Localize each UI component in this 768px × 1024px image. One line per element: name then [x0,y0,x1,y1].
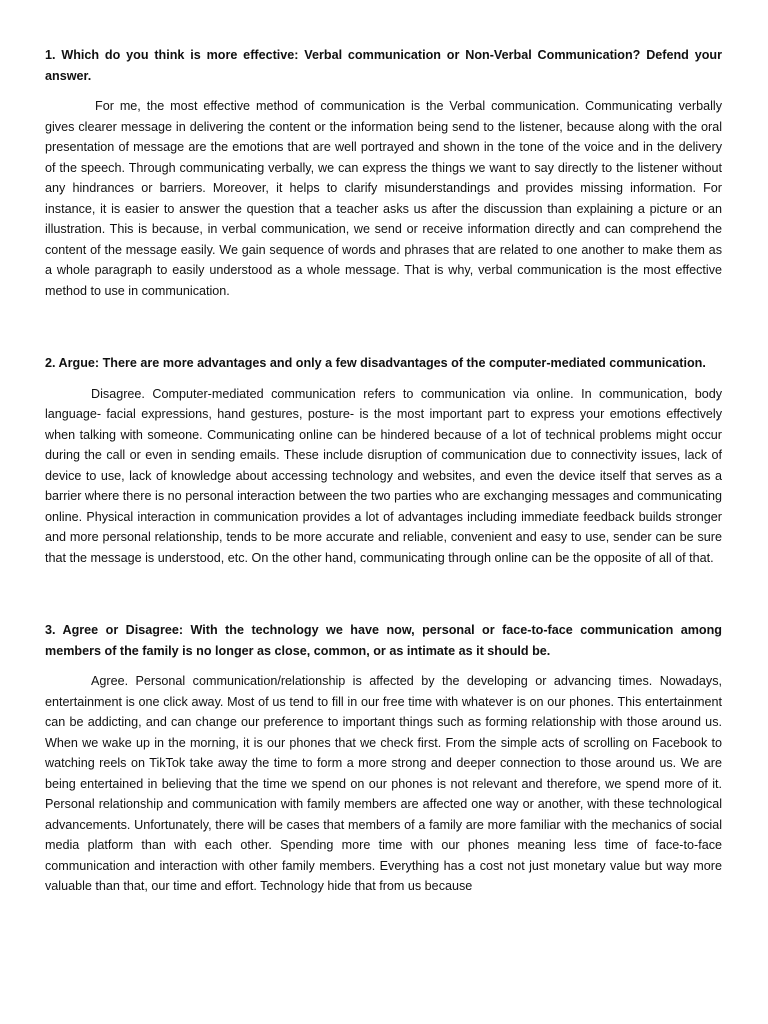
question-3-heading: 3. Agree or Disagree: With the technology we have now, personal or face-to-face communication among members of the family is no longer as close, common, or as intimate as it should be. [45,623,722,658]
question-1-heading: 1. Which do you think is more effective: Verbal communication or Non-Verbal Communication? Defend your answer. [45,48,722,83]
section-spacer [45,568,722,620]
question-3-answer: Agree. Personal communication/relationship is affected by the developing or advancing times. Nowadays, entertainment is one click away. Most of us tend to fill in our free time with whatever is on our phones. This entertainment can be addicting, and can change our preference to important things such as forming relationship with those around us. When we wake up in the morning, it is our phones that we check first. From the simple acts of scrolling on Facebook to watching reels on TikTok take away the time to form a more strong and deeper connection to those around us. We are being entertained in believing that the time we spend on our phones is not relevant and therefore, we spend more of it. Personal relationship and communication with family members are affected one way or another, with these technological advancements. Unfortunately, there will be cases that members of a family are more familiar with the mechanics of social media platform than with each other. Spending more time with our phones meaning less time of face-to-face communication and interaction with other family members. Everything has a cost not just monetary value but way more valuable than that, our time and effort. Technology hide that from us because [45,674,722,893]
question-2-heading: 2. Argue: There are more advantages and only a few disadvantages of the computer-mediated communication. [45,356,706,370]
document-page [45,45,722,897]
question-2-answer: Disagree. Computer-mediated communication refers to communication via online. In communication, body language- facial expressions, hand gestures, posture- is the most important part to express your emotions effectively when talking with someone. Communicating online can be hindered because of a lot of technical problems might occur during the call or even in sending emails. These include disruption of communication due to connectivity issues, lack of device to use, lack of knowledge about accessing technology and websites, and even the device itself that serves as a barrier where there is no personal interaction between the two parties who are exchanging messages and communicating online. Physical interaction in communication provides a lot of advantages including immediate feedback builds stronger and more personal relationship, tends to be more accurate and reliable, convenient and easy to use, sender can be sure that the message is understood, etc. On the other hand, communicating through online can be the opposite of all of that. [45,386,722,565]
section-spacer [45,301,722,353]
question-1-answer: For me, the most effective method of communication is the Verbal communication. Communicating verbally gives clearer message in delivering the content or the information being send to the listener, because along with the oral presentation of message are the emotions that are well portrayed and shown in the tone of the voice and in the delivery of the speech. Through communicating verbally, we can express the things we want to say directly to the listener without any hindrances or barriers. Moreover, it helps to clarify misunderstandings and provides missing information. For instance, it is easier to answer the question that a teacher asks us after the discussion than explaining a picture or an illustration. This is because, in verbal communication, we send or receive information directly and can comprehend the content of the message easily. We gain sequence of words and phrases that are related to one another to make them as a whole paragraph to easily understood as a whole message. That is why, verbal communication is the most effective method to use in communication. [45,99,722,298]
